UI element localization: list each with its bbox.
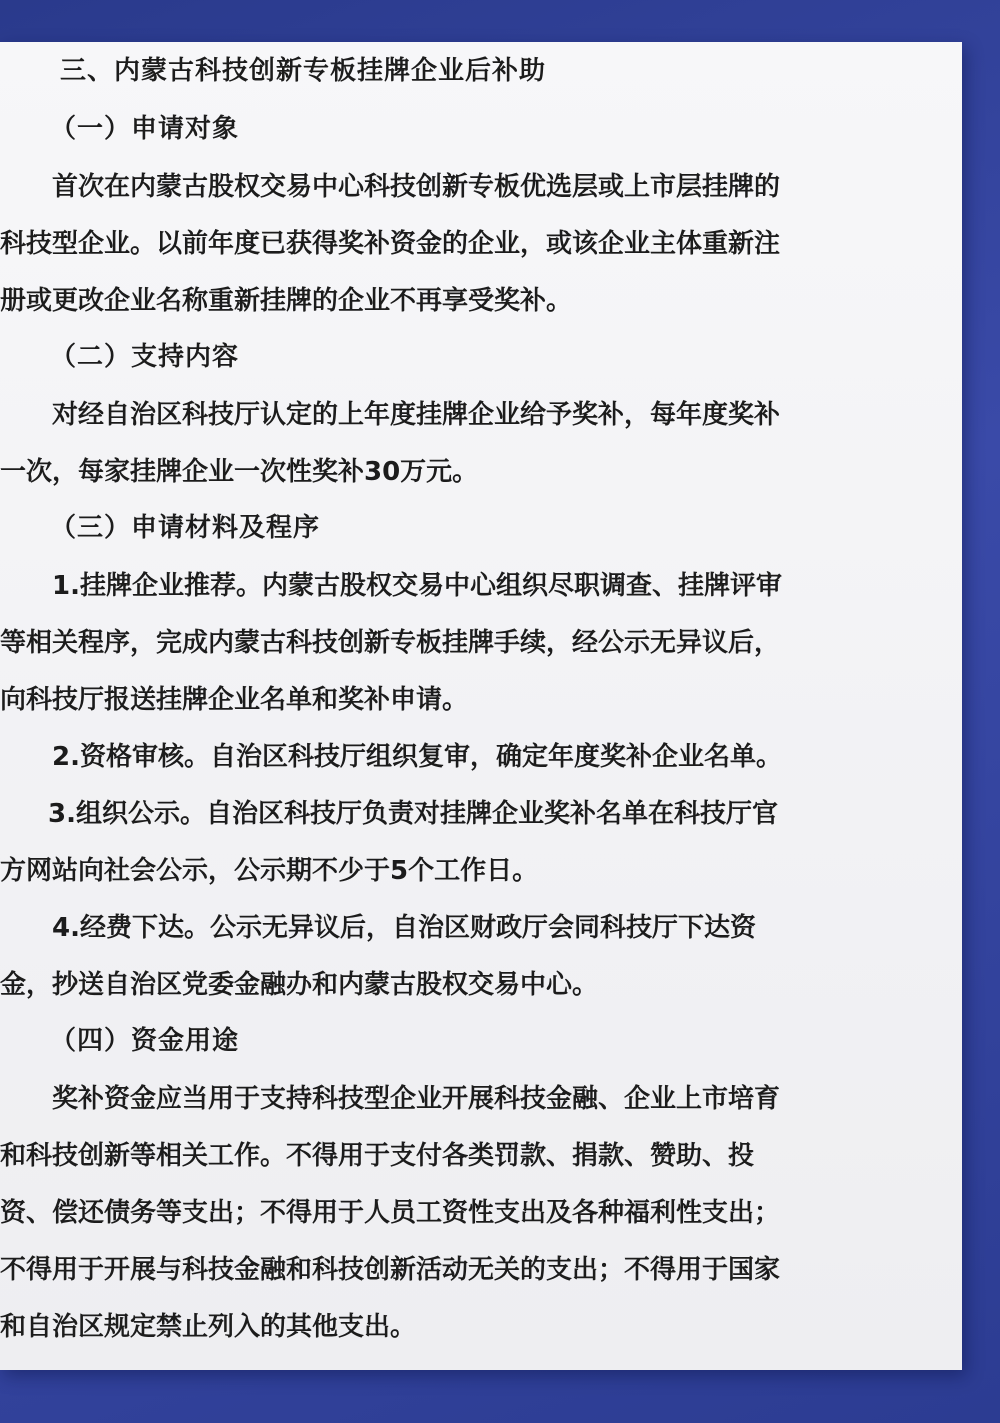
paragraph-line: 资、偿还债务等支出；不得用于人员工资性支出及各种福利性支出； (0, 1198, 781, 1228)
paragraph-line: 一次，每家挂牌企业一次性奖补30万元。 (0, 457, 479, 487)
paragraph-line: 科技型企业。以前年度已获得奖补资金的企业，或该企业主体重新注 (0, 229, 781, 259)
paragraph-line: 2.资格审核。自治区科技厅组织复审，确定年度奖补企业名单。 (52, 742, 782, 772)
paragraph-line: 金，抄送自治区党委金融办和内蒙古股权交易中心。 (0, 970, 599, 1000)
subsection-heading-applicant: （一）申请对象 (50, 114, 240, 144)
paragraph-line: 4.经费下达。公示无异议后，自治区财政厅会同科技厅下达资 (52, 913, 756, 943)
paragraph-line: 和科技创新等相关工作。不得用于支付各类罚款、捐款、赞助、投 (0, 1141, 755, 1171)
document-page (0, 42, 962, 1370)
paragraph-line: 首次在内蒙古股权交易中心科技创新专板优选层或上市层挂牌的 (52, 172, 781, 202)
paragraph-line: 对经自治区科技厅认定的上年度挂牌企业给予奖补，每年度奖补 (52, 400, 781, 430)
paragraph-line: 和自治区规定禁止列入的其他支出。 (0, 1312, 417, 1342)
paragraph-line: 方网站向社会公示，公示期不少于5个工作日。 (0, 856, 539, 886)
paragraph-line: 向科技厅报送挂牌企业名单和奖补申请。 (0, 685, 469, 715)
subsection-heading-usage: （四）资金用途 (50, 1026, 240, 1056)
paragraph-line: 奖补资金应当用于支持科技型企业开展科技金融、企业上市培育 (52, 1084, 781, 1114)
subsection-heading-materials: （三）申请材料及程序 (50, 513, 321, 543)
paragraph-line: 3.组织公示。自治区科技厅负责对挂牌企业奖补名单在科技厅官 (48, 799, 778, 829)
paragraph-line: 册或更改企业名称重新挂牌的企业不再享受奖补。 (0, 286, 573, 316)
section-title: 三、内蒙古科技创新专板挂牌企业后补助 (60, 56, 547, 86)
paragraph-line: 1.挂牌企业推荐。内蒙古股权交易中心组织尽职调查、挂牌评审 (52, 571, 782, 601)
subsection-heading-support: （二）支持内容 (50, 342, 240, 372)
paragraph-line: 等相关程序，完成内蒙古科技创新专板挂牌手续，经公示无异议后， (0, 628, 781, 658)
paragraph-line: 不得用于开展与科技金融和科技创新活动无关的支出；不得用于国家 (0, 1255, 781, 1285)
